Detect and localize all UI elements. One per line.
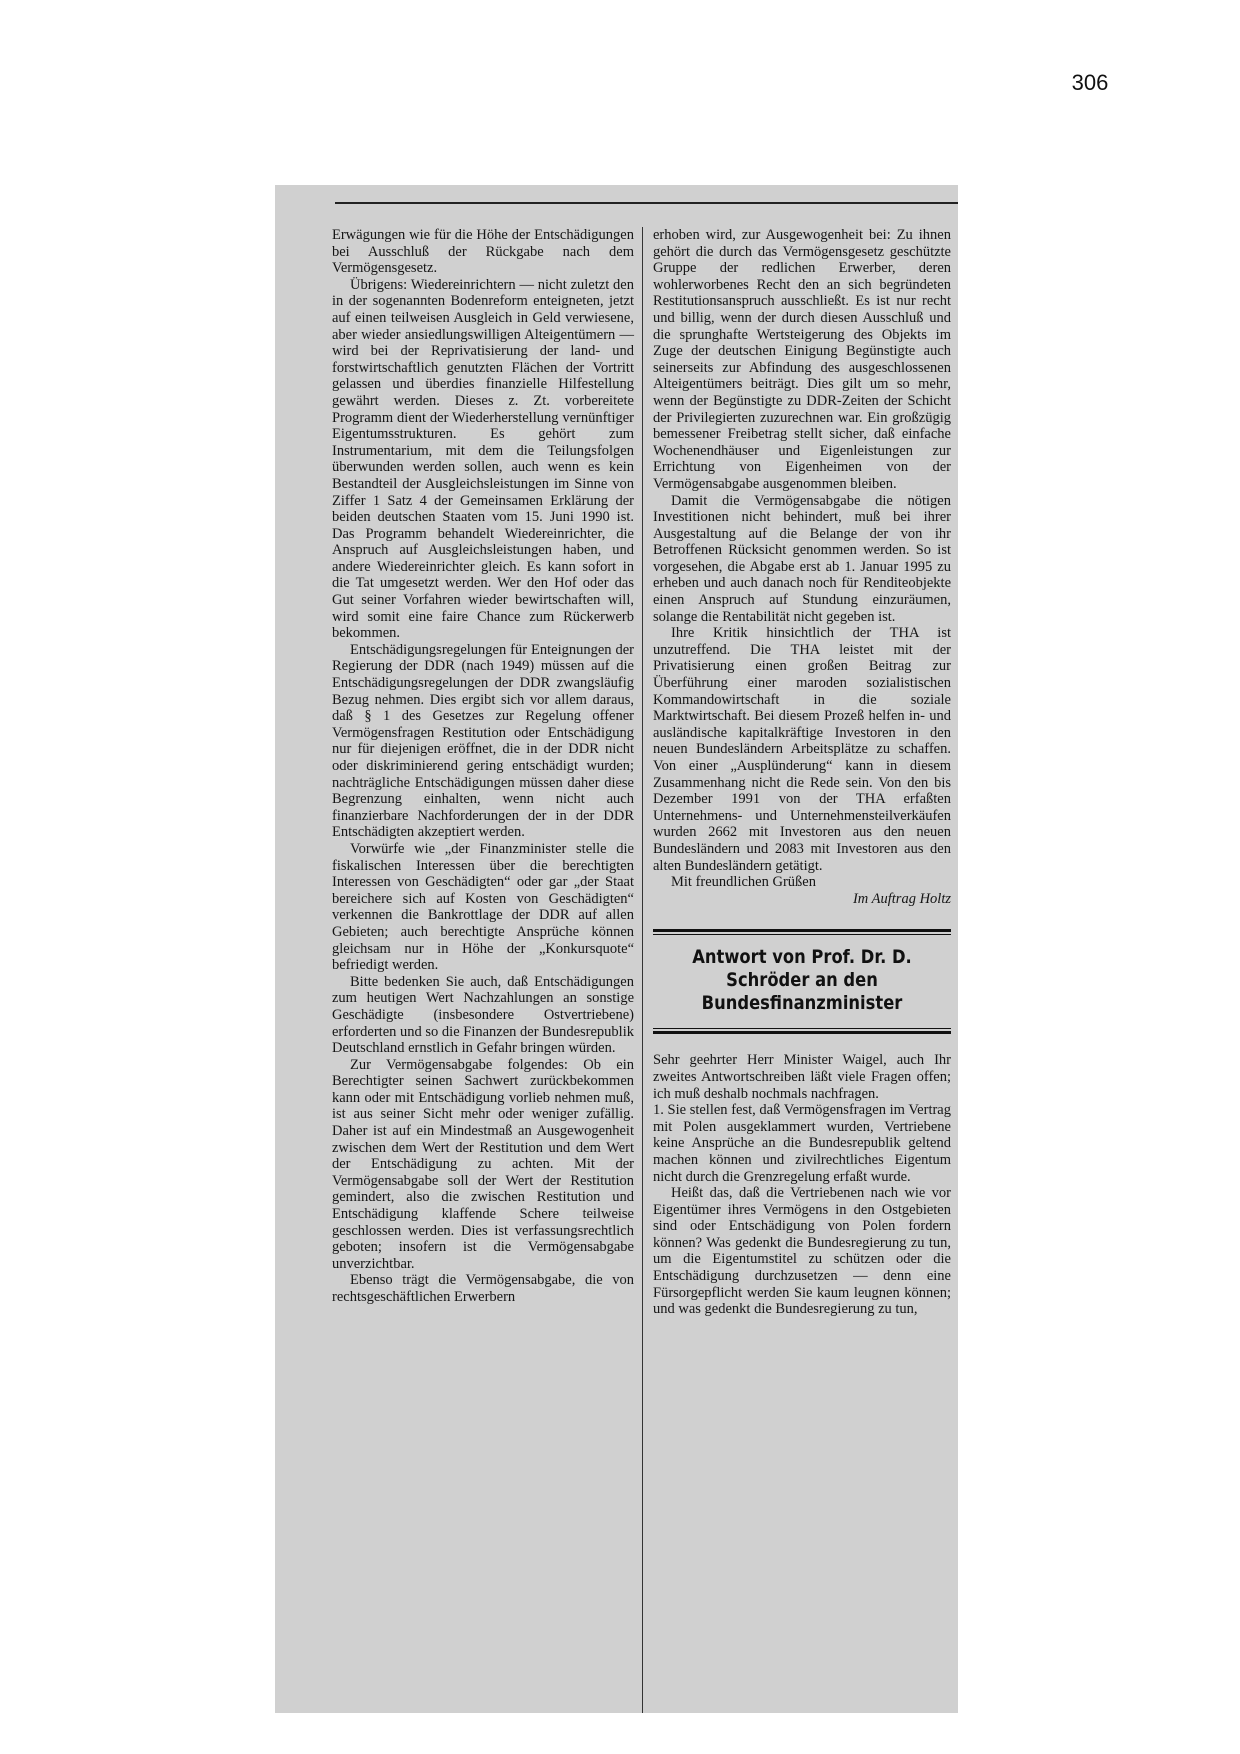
paragraph: erhoben wird, zur Ausgewogenheit bei: Zu ihnen gehört die durch das Vermögensgesetz geschützte Gruppe der redlichen Erwerber, deren wohlerworbenes Recht den an sich begründeten Restitutionsanspruch ausschließt. Es ist nur recht und billig, wenn der durch diesen Ausschluß und die sprunghafte Wertsteigerung des Objekts im Zuge der deutschen Einigung Begünstigte auch seinerseits zur Abfindung des ausgeschlossenen Alteigentümers beiträgt. Dies gilt um so mehr, wenn der Begünstigte zu DDR-Zeiten der Schicht der Privilegierten zuzurechnen war. Ein großzügig bemessener Freibetrag stellt sicher, daß einfache Wochenendhäuser und Eigenleistungen zur Errichtung von Eigenheimen von der Vermögensabgabe ausgenommen bleiben.	[653, 227, 951, 492]
article-heading-box	[653, 929, 951, 1034]
paragraph: Ebenso trägt die Vermögensabgabe, die von rechtsgeschäftlichen Erwerbern	[332, 1272, 634, 1305]
paragraph: Bitte bedenken Sie auch, daß Entschädigungen zum heutigen Wert Nachzahlungen an sonstige Geschädigte (insbesondere Ostvertriebene) erforderten und so die Finanzen der Bundesrepublik Deutschland ernstlich in Gefahr bringen würden.	[332, 973, 634, 1057]
paragraph: Entschädigungsregelungen für Enteignungen der Regierung der DDR (nach 1949) müssen auf die Entschädigungsregelungen der DDR zwangsläufig Bezug nehmen. Dies ergibt sich vor allem daraus, daß § 1 des Gesetzes zur Regelung offener Vermögensfragen Restitution oder Entschädigung nur für diejenigen eröffnet, die in der DDR nicht oder diskriminierend gering entschädigt wurden; nachträgliche Entschädigungen müssen daher diese Begrenzung einhalten, wenn nicht auch finanzierbare Nachforderungen der in der DDR Entschädigten akzeptiert werden.	[332, 641, 634, 841]
closing-greeting: Mit freundlichen Grüßen	[671, 874, 816, 891]
paragraph: Vorwürfe wie „der Finanzminister stelle die fiskalischen Interessen über die berechtigten Interessen von Geschädigten“ oder gar „der Staat bereichere sich auf Kosten von Geschädigten“ verkennen die Bankrottlage der DDR auf allen Gebieten; auch berechtigte Ansprüche können gleichsam nur in Höhe der „Konkursquote“ befriedigt werden.	[332, 840, 634, 974]
paragraph: Damit die Vermögensabgabe die nötigen Investitionen nicht behindert, muß bei ihrer Ausgestaltung auf die Belange der von ihr Betroffenen Rücksicht genommen werden. So ist vorgesehen, die Abgabe erst ab 1. Januar 1995 zu erheben und auch danach noch für Renditeobjekte einen Anspruch auf Stundung einzuräumen, solange die Rentabilität nicht gegeben ist.	[653, 492, 951, 625]
paragraph: 1. Sie stellen fest, daß Vermögensfragen im Vertrag mit Polen ausgeklammert wurden, Vertriebene keine Ansprüche an die Bundesrepublik geltend machen können und zivilrechtliches Eigentum nicht durch die Grenzregelung erfaßt wurde.	[653, 1102, 951, 1185]
article-heading: Antwort von Prof. Dr. D. Schröder an den Bundesfinanzminister	[692, 946, 912, 1015]
paragraph: Übrigens: Wiedereinrichtern — nicht zuletzt den in der sogenannten Bodenreform enteigneten, jetzt auf einen teilweisen Ausgleich in Geld verwiesene, aber wieder ansiedlungswilligen Alteigentümern — wird bei der Reprivatisierung der land- und forstwirtschaftlich genutzten Flächen der Vortritt gelassen und überdies finanzielle Hilfestellung gewährt werden. Dieses z. Zt. vorbereitete Programm dient der Wiederherstellung vernünftiger Eigentumsstrukturen. Es gehört zum Instrumentarium, mit dem die Teilungsfolgen überwunden werden sollen, auch wenn es kein Bestandteil der Ausgleichsleistungen im Sinne von Ziffer 1 Satz 4 der Gemeinsamen Erklärung der beiden deutschen Staaten vom 15. Juni 1990 ist. Das Programm behandelt Wiedereinrichter, die Anspruch auf Ausgleichsleistungen haben, und andere Wiedereinrichter gleich. Es kann sofort in die Tat umgesetzt werden. Wer den Hof oder das Gut seiner Vorfahren wieder bewirtschaften will, wird somit eine faire Chance zum Rückerwerb bekommen.	[332, 276, 634, 642]
newspaper-clipping	[275, 185, 958, 1713]
column-divider	[642, 227, 643, 1713]
paragraph: Sehr geehrter Herr Minister Waigel, auch Ihr zweites Antwortschreiben läßt viele Fragen offen; ich muß deshalb nochmals nachfragen.	[653, 1052, 951, 1102]
signature: Im Auftrag Holtz	[852, 890, 951, 907]
page-number: 306	[1071, 70, 1109, 95]
top-rule	[335, 202, 958, 204]
paragraph: Ihre Kritik hinsichtlich der THA ist unzutreffend. Die THA leistet mit der Privatisierung einen großen Beitrag zur Überführung einer maroden sozialistischen Kommandowirtschaft in die soziale Marktwirtschaft. Bei diesem Prozeß helfen in- und ausländische kapitalkräftige Investoren in den neuen Bundesländern Arbeitsplätze zu schaffen. Von einer „Ausplünderung“ kann in diesem Zusammenhang nicht die Rede sein. Von den bis Dezember 1991 von der THA erfaßten Unternehmens- und Unternehmensteilverkäufen wurden 2662 mit Investoren aus den neuen Bundesländern und 2083 mit Investoren aus den alten Bundesländern getätigt.	[653, 625, 951, 874]
left-column	[332, 227, 634, 1306]
paragraph: Zur Vermögensabgabe folgendes: Ob ein Berechtigter seinen Sachwert zurückbekommen kann oder mit Entschädigung vorlieb nehmen muß, ist aus seiner Sicht mehr oder weniger zufällig. Daher ist auf ein Mindestmaß an Ausgewogenheit zwischen dem Wert der Restitution und dem Wert der Entschädigung zu achten. Mit der Vermögensabgabe soll der Wert der Restitution gemindert, also die zwischen Restitution und Entschädigung klaffende Schere teilweise geschlossen werden. Dies ist verfassungsrechtlich geboten; insofern ist die Vermögensabgabe unverzichtbar.	[332, 1056, 634, 1272]
paragraph: Erwägungen wie für die Höhe der Entschädigungen bei Ausschluß der Rückgabe nach dem Vermögensgesetz.	[332, 227, 634, 277]
paragraph: Heißt das, daß die Vertriebenen nach wie vor Eigentümer ihres Vermögens in den Ostgebieten sind oder Entschädigung von Polen fordern können? Was gedenkt die Bundesregierung zu tun, um die Eigentumstitel zu schützen oder die Entschädigung durchzusetzen — denn eine Fürsorgepflicht werden Sie kaum leugnen können; und was gedenkt die Bundesregierung zu tun,	[653, 1185, 951, 1318]
right-column	[653, 227, 951, 1318]
